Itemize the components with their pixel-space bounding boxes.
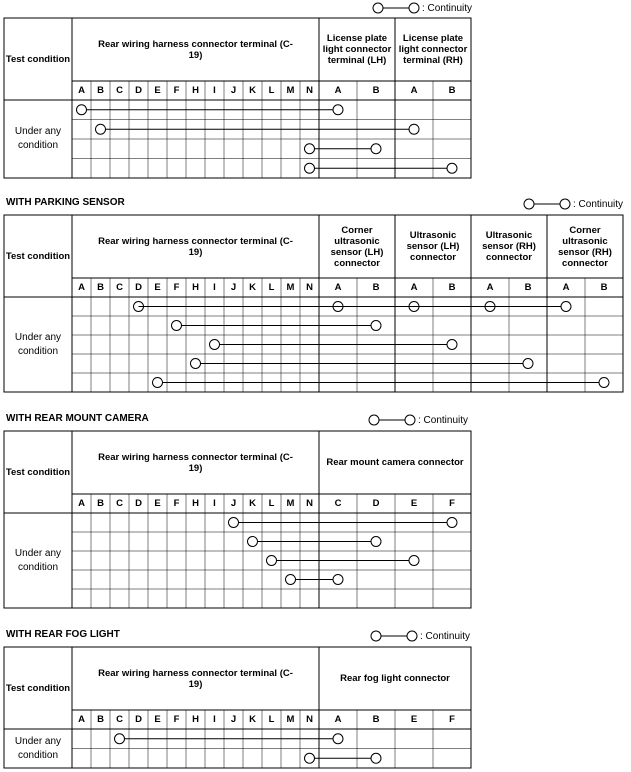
legend-text: : Continuity [420,630,471,642]
harness-terminal-L: L [268,498,275,509]
harness-header: Rear wiring harness connector terminal (C-19) [98,38,293,61]
harness-terminal-E: E [154,282,161,293]
section-title: WITH PARKING SENSOR [6,197,125,208]
harness-terminal-C: C [116,282,123,293]
connector-terminal-A: A [334,282,342,293]
harness-terminal-N: N [306,498,313,509]
connector-terminal-A: A [486,282,494,293]
connector-terminal-B: B [524,282,532,293]
test-condition-header: Test condition [5,250,71,262]
harness-terminal-K: K [249,282,256,293]
connector-header: License plate light connector terminal (RH) [398,33,468,66]
harness-terminal-A: A [78,498,85,509]
harness-terminal-M: M [286,498,295,509]
connector-terminal-B: B [448,282,456,293]
harness-terminal-B: B [97,714,104,725]
harness-terminal-F: F [173,714,180,725]
connector-terminal-A: A [334,85,342,96]
harness-terminal-D: D [135,85,142,96]
harness-terminal-N: N [306,282,313,293]
harness-terminal-H: H [192,282,199,293]
harness-terminal-B: B [97,85,104,96]
connector-header: Rear fog light connector [340,673,450,684]
connector-terminal-mark [371,753,381,763]
harness-terminal-F: F [173,85,180,96]
harness-terminal-E: E [154,714,161,725]
harness-terminal-J: J [230,498,237,509]
legend-text: : Continuity [418,414,469,426]
harness-terminal-M: M [286,282,295,293]
harness-terminal-B: B [97,498,104,509]
harness-terminal-I: I [213,282,216,293]
harness-header: Rear wiring harness connector terminal (C-19) [98,667,293,690]
connector-header: License plate light connector terminal (LH) [322,33,392,66]
test-condition-header: Test condition [5,682,71,694]
harness-header: Rear wiring harness connector terminal (C-19) [98,235,293,258]
under-any-condition-label: Under any condition [14,126,62,151]
harness-terminal-E: E [154,498,161,509]
connector-terminal-A: A [334,714,342,725]
harness-terminal-N: N [306,85,313,96]
harness-terminal-H: H [192,85,199,96]
section-title: WITH REAR FOG LIGHT [6,629,120,640]
connector-terminal-B: B [372,85,380,96]
harness-terminal-mark [305,753,315,763]
harness-terminal-D: D [135,282,142,293]
harness-terminal-K: K [249,85,256,96]
harness-terminal-H: H [192,714,199,725]
connector-terminal-A: A [410,282,418,293]
harness-terminal-D: D [135,714,142,725]
connector-header: Ultrasonic sensor (LH) connector [406,230,460,263]
harness-terminal-A: A [78,714,85,725]
connector-terminal-E: E [410,498,418,509]
connector-terminal-C: C [334,498,342,509]
harness-terminal-F: F [173,282,180,293]
harness-terminal-I: I [213,714,216,725]
test-condition-header: Test condition [5,53,71,65]
section-title: WITH REAR MOUNT CAMERA [6,413,149,424]
legend-text: : Continuity [573,198,624,210]
connector-terminal-A: A [410,85,418,96]
connector-header: Ultrasonic sensor (RH) connector [482,230,536,263]
harness-terminal-A: A [78,85,85,96]
harness-terminal-J: J [230,714,237,725]
connector-terminal-F: F [449,714,455,725]
harness-terminal-F: F [173,498,180,509]
connector-header: Rear mount camera connector [326,457,464,468]
harness-terminal-M: M [286,714,295,725]
harness-terminal-C: C [116,714,123,725]
harness-header: Rear wiring harness connector terminal (C-19) [98,451,293,474]
connector-header: Corner ultrasonic sensor (LH) connector [330,224,384,269]
harness-terminal-B: B [97,282,104,293]
harness-terminal-K: K [249,498,256,509]
harness-terminal-M: M [286,85,295,96]
connector-terminal-A: A [562,282,570,293]
harness-terminal-D: D [135,498,142,509]
connector-terminal-E: E [410,714,418,725]
harness-terminal-J: J [230,282,237,293]
harness-terminal-L: L [268,714,275,725]
harness-terminal-A: A [78,282,85,293]
harness-terminal-N: N [306,714,313,725]
harness-terminal-C: C [116,498,123,509]
connector-terminal-B: B [372,714,380,725]
connector-terminal-B: B [372,282,380,293]
harness-terminal-K: K [249,714,256,725]
harness-terminal-mark [115,734,125,744]
connector-terminal-B: B [448,85,456,96]
harness-terminal-L: L [268,282,275,293]
legend-text: : Continuity [422,2,473,14]
harness-terminal-E: E [154,85,161,96]
harness-terminal-I: I [213,498,216,509]
harness-terminal-L: L [268,85,275,96]
connector-terminal-B: B [600,282,608,293]
harness-terminal-I: I [213,85,216,96]
under-any-condition-label: Under any condition [14,547,62,573]
connector-terminal-D: D [372,498,380,509]
connector-terminal-F: F [449,498,455,509]
test-condition-header: Test condition [5,466,71,478]
connector-header: Corner ultrasonic sensor (RH) connector [558,224,612,269]
under-any-condition-label: Under any condition [14,331,62,357]
connector-terminal-mark [333,734,343,744]
harness-terminal-H: H [192,498,199,509]
harness-terminal-C: C [116,85,123,96]
harness-terminal-J: J [230,85,237,96]
under-any-condition-label: Under any condition [14,735,62,761]
